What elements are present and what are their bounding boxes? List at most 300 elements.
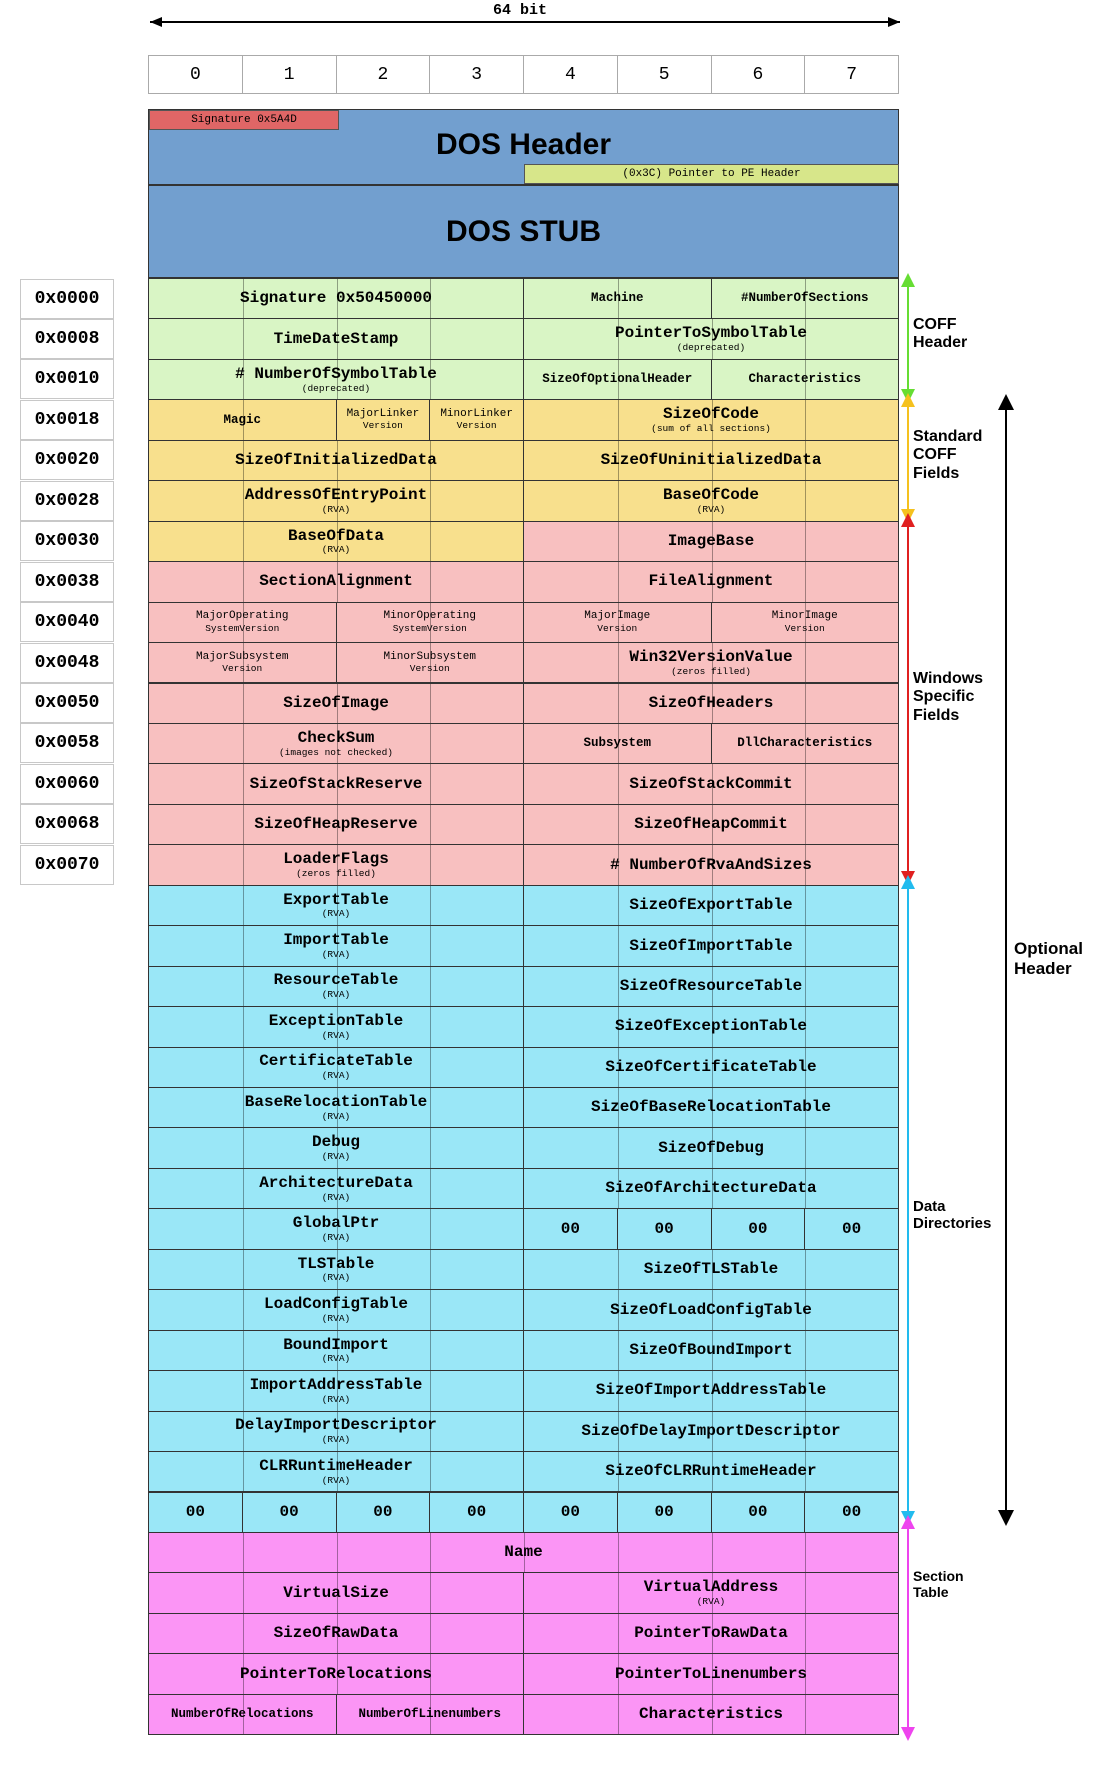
field-cell xyxy=(336,1492,431,1533)
byte-grid-line xyxy=(243,1088,244,1127)
byte-grid-line xyxy=(430,724,431,763)
field-note: (RVA) xyxy=(696,503,726,515)
field-label: Magic xyxy=(223,412,261,427)
offset-label: 0x0008 xyxy=(20,319,114,359)
byte-grid-line xyxy=(430,1331,431,1370)
byte-number: 7 xyxy=(804,55,899,94)
field-cell xyxy=(148,521,524,562)
field-label: ExportTable xyxy=(283,890,389,909)
field-cell xyxy=(148,1451,524,1492)
field-label: FileAlignment xyxy=(648,572,774,591)
byte-grid-line xyxy=(243,1169,244,1208)
byte-number: 4 xyxy=(523,55,618,94)
field-cell xyxy=(523,480,899,521)
field-note: (RVA) xyxy=(321,1029,351,1041)
byte-grid-line xyxy=(618,1250,619,1289)
byte-grid-line xyxy=(430,1048,431,1087)
byte-grid-line xyxy=(243,1250,244,1289)
field-label: 00 xyxy=(654,1219,674,1238)
field-cell xyxy=(523,763,899,804)
field-note: (RVA) xyxy=(321,1393,351,1405)
byte-grid-line xyxy=(243,1128,244,1167)
field-label: BaseRelocationTable xyxy=(244,1092,428,1111)
field-label: SizeOfExportTable xyxy=(629,896,793,915)
field-cell xyxy=(523,723,712,764)
byte-grid-line xyxy=(430,764,431,803)
byte-grid-line xyxy=(430,1533,431,1572)
byte-grid-line xyxy=(430,845,431,884)
field-label: PointerToRelocations xyxy=(239,1664,433,1683)
field-cell xyxy=(148,1532,899,1573)
field-label: 00 xyxy=(467,1502,487,1521)
byte-grid-line xyxy=(243,1007,244,1046)
byte-grid-line xyxy=(805,562,806,601)
field-label: SizeOfImportAddressTable xyxy=(595,1381,827,1400)
byte-grid-line xyxy=(805,886,806,925)
field-cell xyxy=(148,359,524,400)
label-section-table: Section Table xyxy=(913,1568,964,1601)
byte-grid-line xyxy=(805,522,806,561)
field-cell xyxy=(617,1492,712,1533)
field-label: 00 xyxy=(654,1502,674,1521)
field-label: 00 xyxy=(748,1502,768,1521)
field-label: DllCharacteristics xyxy=(737,736,873,751)
field-label: ImageBase xyxy=(667,532,755,550)
field-label: 00 xyxy=(842,1502,862,1521)
field-cell xyxy=(523,561,899,602)
byte-grid-line xyxy=(618,643,619,682)
field-label: Machine xyxy=(590,291,644,306)
field-cell xyxy=(148,561,524,602)
field-cell xyxy=(148,763,524,804)
field-cell xyxy=(148,683,524,724)
field-label: SizeOfHeaders xyxy=(648,693,774,712)
byte-grid-line xyxy=(430,562,431,601)
byte-grid-line xyxy=(618,481,619,520)
field-cell xyxy=(523,1249,899,1290)
field-note: (RVA) xyxy=(321,1191,351,1203)
field-note: (RVA) xyxy=(321,1070,351,1082)
field-label: MinorSubsystem xyxy=(383,650,476,663)
byte-grid-line xyxy=(243,319,244,358)
field-cell xyxy=(429,399,524,440)
field-cell xyxy=(523,602,712,643)
byte-grid-line xyxy=(618,1695,619,1734)
field-cell xyxy=(148,1653,524,1694)
field-cell xyxy=(148,1047,524,1088)
field-label: Signature 0x50450000 xyxy=(239,289,433,308)
byte-grid-line xyxy=(805,805,806,844)
byte-grid-line xyxy=(243,764,244,803)
field-label: GlobalPtr xyxy=(292,1214,380,1233)
field-cell xyxy=(523,804,899,845)
field-note: Version xyxy=(784,622,825,634)
field-label: #NumberOfSections xyxy=(740,291,869,306)
field-label: BaseOfCode xyxy=(662,486,759,505)
byte-grid-line xyxy=(243,1048,244,1087)
byte-grid-line xyxy=(430,1452,431,1491)
byte-grid-line xyxy=(805,643,806,682)
label-standard-coff: Standard COFF Fields xyxy=(913,428,983,482)
field-cell xyxy=(523,399,899,440)
field-cell xyxy=(523,1330,899,1371)
field-cell xyxy=(523,642,899,683)
byte-grid-line xyxy=(805,1250,806,1289)
field-cell xyxy=(523,1127,899,1168)
byte-number: 2 xyxy=(336,55,431,94)
field-cell xyxy=(523,966,899,1007)
byte-grid-line xyxy=(618,522,619,561)
byte-grid-line xyxy=(243,886,244,925)
field-note: (RVA) xyxy=(321,989,351,1001)
field-label: 00 xyxy=(279,1502,299,1521)
field-label: PointerToLinenumbers xyxy=(614,1664,808,1683)
pe-header-pointer: (0x3C) Pointer to PE Header xyxy=(524,164,899,184)
byte-grid-line xyxy=(430,1250,431,1289)
field-label: # NumberOfSymbolTable xyxy=(235,364,437,383)
field-cell xyxy=(242,1492,337,1533)
field-label: DelayImportDescriptor xyxy=(235,1416,437,1435)
byte-grid-line xyxy=(618,926,619,965)
offset-label: 0x0000 xyxy=(20,279,114,319)
label-optional-header: Optional Header xyxy=(1014,939,1083,978)
field-label: 00 xyxy=(185,1502,205,1521)
field-cell xyxy=(711,1208,806,1249)
field-label: SizeOfInitializedData xyxy=(235,451,437,470)
field-label: TLSTable xyxy=(297,1254,375,1273)
field-label: MinorImage xyxy=(771,610,838,623)
byte-grid-line xyxy=(618,805,619,844)
byte-grid-line xyxy=(618,1331,619,1370)
field-cell xyxy=(148,1370,524,1411)
field-cell xyxy=(711,359,900,400)
field-cell xyxy=(523,1613,899,1654)
byte-grid-line xyxy=(430,319,431,358)
field-label: Name xyxy=(504,1543,543,1562)
field-note: (deprecated) xyxy=(301,382,371,394)
field-cell xyxy=(148,1208,524,1249)
offset-label: 0x0060 xyxy=(20,764,114,804)
byte-grid-line xyxy=(805,1331,806,1370)
field-label: PointerToSymbolTable xyxy=(614,324,808,343)
field-label: SizeOfDelayImportDescriptor xyxy=(581,1421,841,1440)
byte-grid-line xyxy=(618,967,619,1006)
field-label: Debug xyxy=(311,1133,360,1152)
offset-label: 0x0050 xyxy=(20,683,114,723)
field-cell xyxy=(429,1492,524,1533)
field-cell xyxy=(148,1249,524,1290)
field-label: VirtualSize xyxy=(283,1583,389,1602)
byte-grid-line xyxy=(618,764,619,803)
field-label: SizeOfCode xyxy=(662,405,759,424)
field-note: (RVA) xyxy=(321,908,351,920)
field-cell xyxy=(148,480,524,521)
byte-grid-line xyxy=(243,684,244,723)
offset-label: 0x0070 xyxy=(20,845,114,885)
field-label: SizeOfHeapCommit xyxy=(634,815,788,834)
offset-label: 0x0058 xyxy=(20,723,114,763)
field-cell xyxy=(523,1168,899,1209)
offset-label: 0x0048 xyxy=(20,643,114,683)
field-label: Subsystem xyxy=(583,736,651,751)
byte-grid-line xyxy=(243,805,244,844)
field-note: (RVA) xyxy=(321,1474,351,1486)
byte-grid-line xyxy=(430,1128,431,1167)
field-cell xyxy=(148,1330,524,1371)
group-arrows xyxy=(895,270,1015,1750)
width-label: 64 bit xyxy=(492,2,547,19)
offset-label: 0x0040 xyxy=(20,602,114,642)
byte-grid-line xyxy=(805,764,806,803)
byte-grid-line xyxy=(618,1614,619,1653)
field-cell xyxy=(711,723,900,764)
field-label: MajorOperating xyxy=(196,610,289,623)
byte-grid-line xyxy=(243,967,244,1006)
byte-grid-line xyxy=(618,684,619,723)
field-label: SizeOfCertificateTable xyxy=(605,1057,817,1076)
field-label: 00 xyxy=(560,1502,580,1521)
field-cell xyxy=(148,1006,524,1047)
field-label: VirtualAddress xyxy=(643,1578,779,1597)
byte-grid-line xyxy=(430,1573,431,1612)
byte-grid-line xyxy=(430,886,431,925)
field-label: SizeOfOptionalHeader xyxy=(542,372,693,387)
field-label: Characteristics xyxy=(638,1705,784,1724)
byte-grid-line xyxy=(618,400,619,439)
field-cell xyxy=(617,1208,712,1249)
field-label: SizeOfTLSTable xyxy=(643,1260,779,1279)
field-cell xyxy=(148,804,524,845)
field-cell xyxy=(523,318,899,359)
byte-grid-line xyxy=(430,481,431,520)
field-cell xyxy=(148,318,524,359)
field-label: SizeOfStackReserve xyxy=(249,774,423,793)
field-label: TimeDateStamp xyxy=(273,329,399,348)
field-note: Version xyxy=(409,663,450,675)
label-data-directories: Data Directories xyxy=(913,1198,992,1233)
field-cell xyxy=(336,642,525,683)
field-cell xyxy=(523,1289,899,1330)
field-note: (images not checked) xyxy=(278,746,394,758)
byte-grid-line xyxy=(243,1209,244,1248)
field-cell xyxy=(148,844,524,885)
byte-grid-line xyxy=(243,1371,244,1410)
byte-grid-line xyxy=(805,400,806,439)
field-label: CLRRuntimeHeader xyxy=(259,1456,413,1475)
field-note: SystemVersion xyxy=(205,622,280,634)
byte-grid-line xyxy=(337,1533,338,1572)
field-label: # NumberOfRvaAndSizes xyxy=(610,855,812,874)
field-label: Characteristics xyxy=(748,372,862,387)
field-cell xyxy=(523,1411,899,1452)
field-cell xyxy=(523,683,899,724)
byte-grid-line xyxy=(430,1088,431,1127)
field-label: MajorSubsystem xyxy=(196,650,289,663)
field-note: (RVA) xyxy=(696,1596,726,1608)
field-note: Version xyxy=(456,420,497,432)
byte-grid-line xyxy=(805,1573,806,1612)
offset-label: 0x0038 xyxy=(20,562,114,602)
byte-grid-line xyxy=(243,1331,244,1370)
field-cell xyxy=(523,278,712,319)
field-note: (RVA) xyxy=(321,948,351,960)
field-note: (RVA) xyxy=(321,1353,351,1365)
field-cell xyxy=(523,1572,899,1613)
field-label: LoadConfigTable xyxy=(263,1295,409,1314)
byte-grid-line xyxy=(805,1695,806,1734)
field-label: 00 xyxy=(842,1219,862,1238)
byte-number: 6 xyxy=(711,55,806,94)
field-label: SizeOfImage xyxy=(283,693,389,712)
field-cell xyxy=(148,1289,524,1330)
byte-grid-line xyxy=(712,1533,713,1572)
field-label: BoundImport xyxy=(283,1335,389,1354)
field-label: LoaderFlags xyxy=(283,850,389,869)
byte-grid-line xyxy=(805,926,806,965)
byte-grid-line xyxy=(243,522,244,561)
field-note: (deprecated) xyxy=(676,342,746,354)
field-label: ResourceTable xyxy=(273,971,399,990)
field-cell xyxy=(523,1006,899,1047)
field-label: SizeOfBaseRelocationTable xyxy=(590,1098,832,1117)
field-note: Version xyxy=(222,663,263,675)
field-label: SizeOfDebug xyxy=(658,1138,764,1157)
field-cell xyxy=(523,925,899,966)
field-cell xyxy=(523,1653,899,1694)
field-label: ExceptionTable xyxy=(268,1011,404,1030)
byte-grid-line xyxy=(430,1614,431,1653)
field-note: Version xyxy=(597,622,638,634)
field-cell xyxy=(148,1572,524,1613)
offset-label: 0x0028 xyxy=(20,481,114,521)
field-cell xyxy=(148,1168,524,1209)
byte-grid-line xyxy=(805,1533,806,1572)
field-label: SizeOfLoadConfigTable xyxy=(610,1300,812,1319)
byte-grid-line xyxy=(430,1007,431,1046)
byte-number: 5 xyxy=(617,55,712,94)
field-note: (zeros filled) xyxy=(296,867,376,879)
field-cell xyxy=(711,602,900,643)
field-note: Version xyxy=(362,420,403,432)
field-cell xyxy=(523,440,899,481)
byte-grid-line xyxy=(805,1614,806,1653)
byte-grid-line xyxy=(243,1614,244,1653)
field-label: SizeOfExceptionTable xyxy=(614,1017,808,1036)
field-cell xyxy=(711,278,900,319)
byte-grid-line xyxy=(243,1290,244,1329)
byte-grid-line xyxy=(430,1209,431,1248)
dos-header-title: DOS Header xyxy=(435,128,612,161)
field-note: (RVA) xyxy=(321,544,351,556)
offset-label: 0x0010 xyxy=(20,359,114,399)
byte-grid-line xyxy=(243,1452,244,1491)
field-note: (zeros filled) xyxy=(671,665,751,677)
field-label: MajorImage xyxy=(584,610,651,623)
byte-grid-line xyxy=(430,967,431,1006)
field-cell xyxy=(148,1492,243,1533)
field-label: ArchitectureData xyxy=(259,1173,413,1192)
byte-grid-line xyxy=(243,1573,244,1612)
field-label: SizeOfArchitectureData xyxy=(605,1179,817,1198)
offset-label: 0x0018 xyxy=(20,400,114,440)
dos-header xyxy=(148,109,899,185)
byte-grid-line xyxy=(430,926,431,965)
offset-label: 0x0020 xyxy=(20,440,114,480)
field-cell xyxy=(148,1087,524,1128)
label-coff-header: COFF Header xyxy=(913,316,968,352)
field-note: (RVA) xyxy=(321,1151,351,1163)
byte-grid-line xyxy=(430,522,431,561)
field-note: SystemVersion xyxy=(392,622,467,634)
offset-label: 0x0068 xyxy=(20,804,114,844)
byte-grid-line xyxy=(243,845,244,884)
field-label: SizeOfRawData xyxy=(273,1624,399,1643)
byte-number: 0 xyxy=(148,55,243,94)
field-label: MinorLinker xyxy=(440,407,513,420)
field-cell xyxy=(523,844,899,885)
field-label: 00 xyxy=(748,1219,768,1238)
field-label: 00 xyxy=(560,1219,580,1238)
field-cell xyxy=(523,1370,899,1411)
field-label: NumberOfLinenumbers xyxy=(358,1706,502,1721)
byte-grid-line xyxy=(243,724,244,763)
field-label: CheckSum xyxy=(297,728,375,747)
field-cell xyxy=(804,1208,899,1249)
byte-grid-line xyxy=(805,967,806,1006)
field-cell xyxy=(804,1492,899,1533)
field-cell xyxy=(523,1208,618,1249)
byte-grid-line xyxy=(618,1573,619,1612)
field-cell xyxy=(336,1694,525,1735)
field-label: SizeOfHeapReserve xyxy=(254,815,418,834)
field-cell xyxy=(523,1694,899,1735)
byte-grid-line xyxy=(430,805,431,844)
byte-grid-line xyxy=(618,1128,619,1167)
byte-grid-line xyxy=(805,481,806,520)
dos-signature: Signature 0x5A4D xyxy=(149,110,339,130)
field-cell xyxy=(148,399,337,440)
field-note: (RVA) xyxy=(321,503,351,515)
field-cell xyxy=(148,723,524,764)
field-label: SizeOfUninitializedData xyxy=(600,451,822,470)
field-cell xyxy=(336,399,431,440)
offset-label: 0x0030 xyxy=(20,521,114,561)
byte-grid-line xyxy=(243,926,244,965)
dos-stub: DOS STUB xyxy=(148,185,899,278)
byte-grid-line xyxy=(805,1128,806,1167)
field-label: NumberOfRelocations xyxy=(170,1706,314,1721)
field-cell xyxy=(336,602,525,643)
field-label: PointerToRawData xyxy=(634,1624,788,1643)
field-cell xyxy=(148,1411,524,1452)
field-label: MajorLinker xyxy=(346,407,420,420)
byte-grid-line xyxy=(618,562,619,601)
field-cell xyxy=(523,1087,899,1128)
field-note: (RVA) xyxy=(321,1272,351,1284)
field-label: Win32VersionValue xyxy=(629,647,793,666)
field-label: CertificateTable xyxy=(259,1052,413,1071)
field-label: ImportTable xyxy=(283,931,389,950)
field-note: (RVA) xyxy=(321,1312,351,1324)
field-label: MinorOperating xyxy=(383,610,476,623)
field-label: SizeOfStackCommit xyxy=(629,774,793,793)
field-label: SectionAlignment xyxy=(259,572,413,591)
field-cell xyxy=(148,1694,337,1735)
field-cell xyxy=(148,1613,524,1654)
field-cell xyxy=(711,1492,806,1533)
field-cell xyxy=(523,359,712,400)
field-cell xyxy=(148,885,524,926)
